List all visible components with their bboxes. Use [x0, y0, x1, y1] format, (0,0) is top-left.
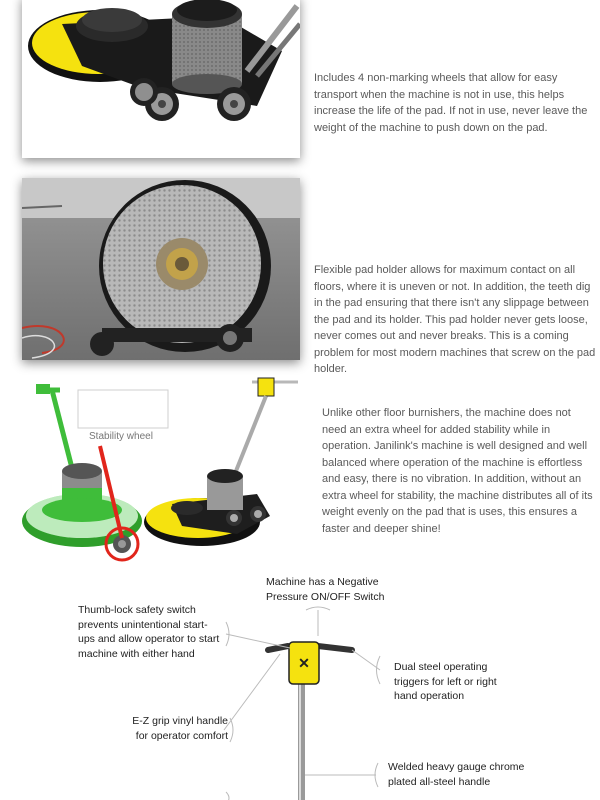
photo-pad-holder [22, 178, 300, 360]
callout-negative-pressure: Machine has a Negative Pressure ON/OFF Switch [266, 576, 385, 603]
section-3-description: Unlike other floor burnishers, the machine does not need an extra wheel for added stability while in operation. Janilink's machine is well designed and well balanced where operation of the machine is effortless and easy, there is no vibration. In addition, without an extra wheel for stability, the machine distributes all of its weight evenly on the pad that is uses, this ensures a faster and deeper shine! [322, 407, 593, 535]
stability-comparison-figure [22, 376, 302, 576]
svg-text:✕: ✕ [298, 655, 310, 671]
section-2-description: Flexible pad holder allows for maximum contact on all floors, where it is uneven or not. In addition, the teeth dig in the pad ensuring that there isn't any slippage between the pad and its holder. This pad holder never gets loose, never comes out and never breaks. This is a coming problem for most modern machines that screw on the pad holder. [314, 264, 596, 375]
photo-wheels [22, 0, 300, 158]
callout-ez-grip: E-Z grip vinyl handle for operator comfort [132, 715, 228, 742]
section-1-description: Includes 4 non-marking wheels that allow for easy transport when the machine is not in use, this helps increase the life of the pad. If not in use, never leave the weight of the machine to push down on the pad. [314, 72, 588, 134]
stability-wheel-caption: Stability wheel [89, 431, 153, 442]
machine-wheels-illustration [22, 0, 300, 158]
pad-holder-illustration [22, 178, 300, 360]
handle-diagram [0, 570, 600, 800]
callout-thumb-lock: Thumb-lock safety switch prevents unintentional start-ups and allow operator to start machine with either hand [78, 604, 220, 660]
callout-dual-triggers: Dual steel operating triggers for left or right hand operation [394, 661, 497, 702]
callout-welded-handle: Welded heavy gauge chrome plated all-steel handle [388, 761, 525, 788]
